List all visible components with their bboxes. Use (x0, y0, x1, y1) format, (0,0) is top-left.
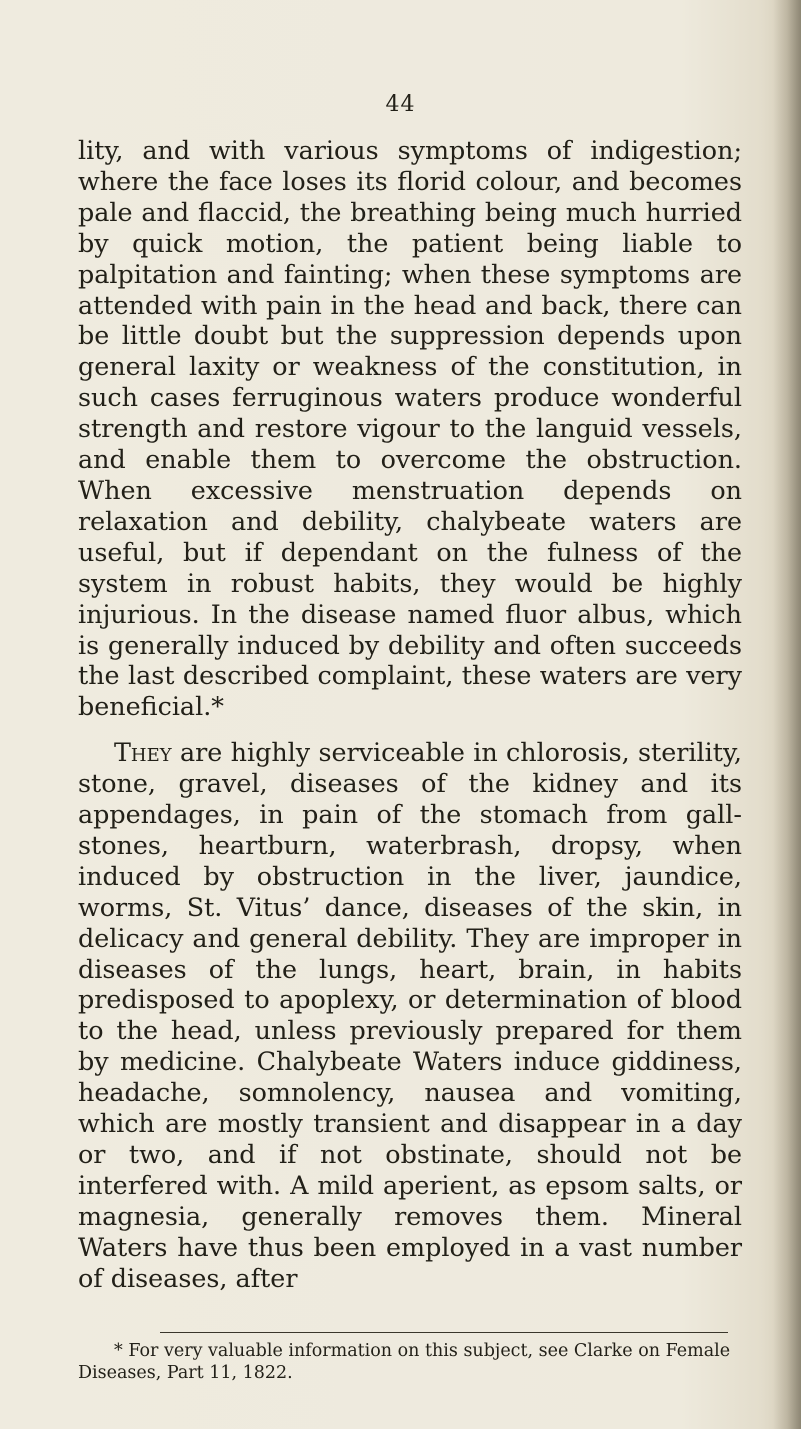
page-number: 44 (385, 92, 416, 117)
paragraph-2 (78, 737, 742, 1293)
body-text (78, 135, 742, 1294)
paragraph-1-text: lity, and with various symptoms of indigestion; where the face loses its florid colour, and becomes pale and flaccid, the breathing being much hurried by quick motion, the patient being liable to palpitation and fainting; when these symptoms are attended with pain in the head and back, there can be little doubt but the suppression depends upon general laxity or weakness of the constitution, in such cases ferruginous waters produce wonderful strength and restore vigour to the languid vessels, and enable them to overcome the obstruction. When excessive menstruation depends on relaxation and debility, chalybeate waters are useful, but if dependant on the fulness of the system in robust habits, they would be highly injurious. In the disease named fluor albus, which is generally induced by debility and often succeeds the last described complaint, these waters are very beneficial.* (78, 135, 742, 722)
page-edge-shadow (773, 0, 801, 1429)
paragraph-1 (78, 135, 742, 722)
footnote-rule (160, 1332, 728, 1333)
paragraph-2-lead: They (114, 737, 172, 768)
footnote: * For very valuable information on this subject, see Clarke on Female Diseases, Part 11, 1822. (78, 1341, 731, 1383)
paragraph-2-text: are highly serviceable in chlorosis, sterility, stone, gravel, diseases of the kidney and its appendages, in pain of the stomach from gall-stones, heartburn, waterbrash, dropsy, when induced by obstruction in the liver, jaundice, worms, St. Vitus’ dance, diseases of the skin, in delicacy and general debility. They are improper in diseases of the lungs, heart, brain, in habits predisposed to apoplexy, or determination of blood to the head, unless previously prepared for them by medicine. Chalybeate Waters induce giddiness, headache, somnolency, nausea and vomiting, which are mostly transient and disappear in a day or two, and if not obstinate, should not be interfered with. A mild aperient, as epsom salts, or magnesia, generally removes them. Mineral Waters have thus been employed in a vast number of diseases, after (78, 737, 742, 1293)
